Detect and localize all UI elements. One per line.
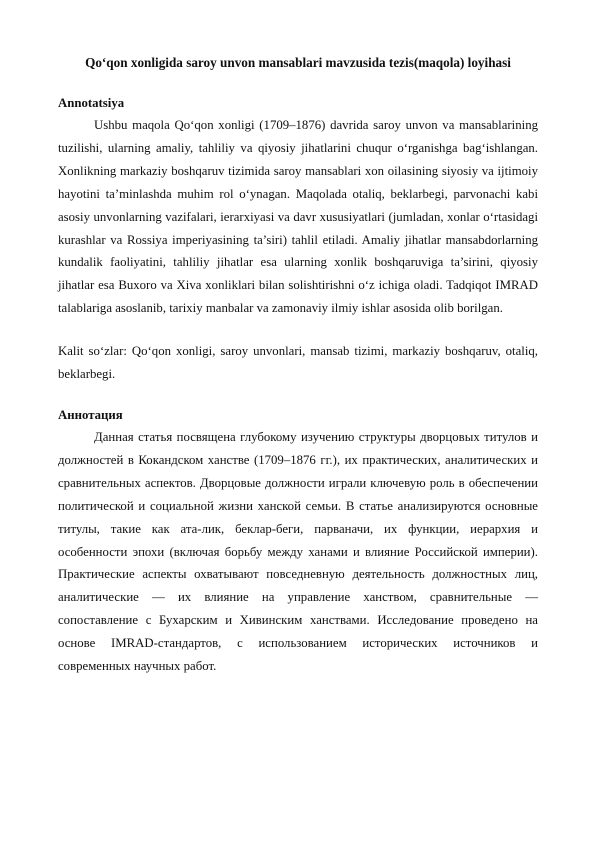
- annotation-ru-section: [58, 406, 538, 678]
- annotation-uz-body: Ushbu maqola Qo‘qon xonligi (1709–1876) davrida saroy unvon va mansablarining tuzilishi, ularning amaliy, tahliliy va qiyosiy jihatlarini chuqur o‘rganishga bag‘ishlangan. Xonlikning markaziy boshqaruv tizimida saroy mansablari xon oilasining siyosiy va ijtimoiy hayotini ta’minlashda muhim rol o‘ynagan. Maqolada otaliq, beklarbegi, parvonachi kabi asosiy unvonlarning vazifalari, ierarxiyasi va davr xususiyatlari (jumladan, xonlar o‘rtasidagi kurashlar va Rossiya imperiyasining ta’siri) tahlil etiladi. Amaliy jihatlar mansabdorlarning kundalik faoliyatini, tahliliy jihatlar esa ularning xonlik boshqaruviga ta’sirini, qiyosiy jihatlar esa Buxoro va Xiva xonliklari bilan solishtirishni o‘z ichiga oladi. Tadqiqot IMRAD talablariga asoslanib, tarixiy manbalar va zamonaviy ilmiy ishlar asosida olib borilgan.: [58, 118, 538, 316]
- annotation-uz-section: [58, 94, 538, 320]
- keywords-uz: Kalit so‘zlar: Qo‘qon xonligi, saroy unvonlari, mansab tizimi, markaziy boshqaruv, otaliq, beklarbegi.: [58, 344, 538, 382]
- annotation-ru-heading: Аннотация: [58, 407, 123, 422]
- annotation-uz-heading: Annotatsiya: [58, 96, 125, 110]
- annotation-ru-body: Данная статья посвящена глубокому изучению структуры дворцовых титулов и должностей в Кокандском ханстве (1709–1876 гг.), их практических, аналитических и сравнительных аспектов. Дворцовые должности играли ключевую роль в обеспечении политической и социальной жизни ханской семьи. В статье анализируются основные титулы, такие как ата-лик, беклар-беги, парваначи, их функции, иерархия и особенности эпохи (включая борьбу между ханами и влияние Российской империи). Практические аспекты охватывают повседневную деятельность должностных лиц, аналитические — их влияние на управление ханством, сравнительные — сопоставление с Бухарским и Хивинским ханствами. Исследование проведено на основе IMRAD-стандартов, с использованием исторических источников и современных научных работ.: [58, 429, 538, 674]
- paper-page: [58, 54, 538, 678]
- paper-title: Qo‘qon xonligida saroy unvon mansablari mavzusida tezis(maqola) loyihasi: [85, 55, 511, 70]
